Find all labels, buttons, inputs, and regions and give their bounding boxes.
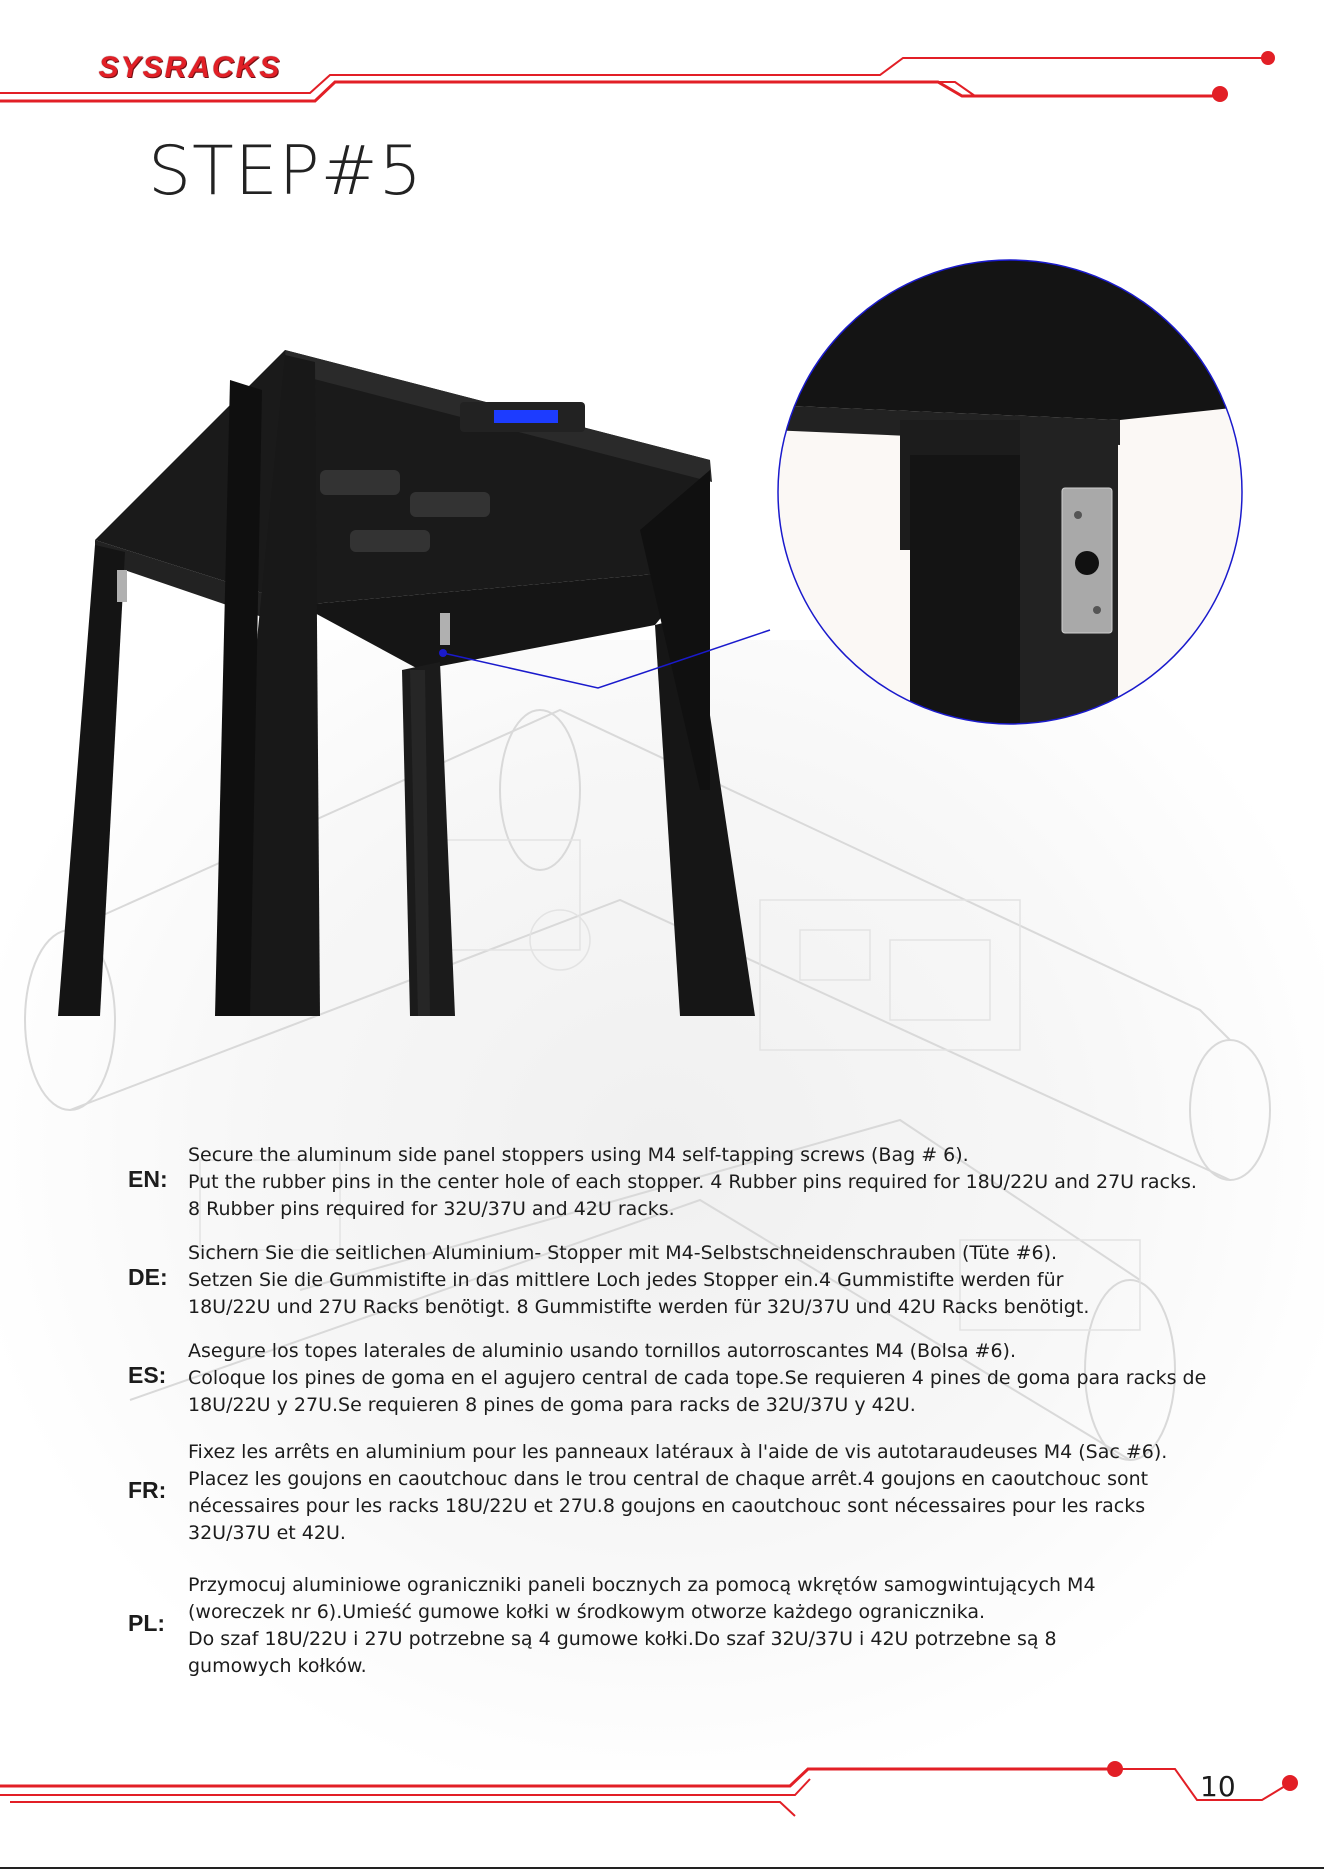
logo-text: SYSRACKS <box>98 51 282 84</box>
lang-code-fr: FR: <box>128 1477 167 1503</box>
text-line: 32U/37U et 42U. <box>188 1522 346 1544</box>
text-line: (woreczek nr 6).Umieść gumowe kołki w środkowym otworze każdego ogranicznika. <box>188 1601 986 1623</box>
text-line: Put the rubber pins in the center hole of each stopper. 4 Rubber pins required for 18U/22U and 27U racks. <box>188 1171 1197 1193</box>
lang-code-pl: PL: <box>128 1610 166 1636</box>
text-line: Placez les goujons en caoutchouc dans le trou central de chaque arrêt.4 goujons en caoutchouc sont <box>188 1468 1149 1490</box>
text-line: 18U/22U y 27U.Se requieren 8 pines de goma para racks de 32U/37U y 42U. <box>188 1394 916 1416</box>
instruction-text-de <box>188 1240 1268 1321</box>
lang-code-es: ES: <box>128 1362 167 1388</box>
instruction-text-es <box>188 1338 1268 1419</box>
text-line: Do szaf 18U/22U i 27U potrzebne są 4 gumowe kołki.Do szaf 32U/37U i 42U potrzebne są 8 <box>188 1628 1057 1650</box>
text-line: Secure the aluminum side panel stoppers using M4 self-tapping screws (Bag # 6). <box>188 1144 969 1166</box>
page-number: 10 <box>1200 1770 1236 1803</box>
text-line: Fixez les arrêts en aluminium pour les panneaux latéraux à l'aide de vis autotaraudeuses M4 (Sac #6). <box>188 1441 1168 1463</box>
text-line: Sichern Sie die seitlichen Aluminium- Stopper mit M4-Selbstschneidenschrauben (Tüte #6). <box>188 1242 1058 1264</box>
lang-code-de: DE: <box>128 1264 168 1290</box>
text-line: 8 Rubber pins required for 32U/37U and 42U racks. <box>188 1198 675 1220</box>
text-line: Asegure los topes laterales de aluminio usando tornillos autorroscantes M4 (Bolsa #6). <box>188 1340 1016 1362</box>
text-line: Setzen Sie die Gummistifte in das mittlere Loch jedes Stopper ein.4 Gummistifte werden für <box>188 1269 1064 1291</box>
rack-frame <box>58 350 755 1016</box>
zoom-detail <box>760 250 1260 830</box>
text-line: Przymocuj aluminiowe ograniczniki paneli bocznych za pomocą wkrętów samogwintujących M4 <box>188 1574 1096 1596</box>
text-line: Coloque los pines de goma en el agujero central de cada tope.Se requieren 4 pines de goma para racks de <box>188 1367 1207 1389</box>
footer-decoration <box>0 1740 1324 1872</box>
text-line: nécessaires pour les racks 18U/22U et 27U.8 goujons en caoutchouc sont nécessaires pour les racks <box>188 1495 1146 1517</box>
instruction-text-en <box>188 1142 1268 1223</box>
sysracks-logo <box>72 50 308 86</box>
instruction-text-pl <box>188 1572 1268 1680</box>
text-line: gumowych kołków. <box>188 1655 367 1677</box>
rack-illustration <box>0 230 1324 1030</box>
text-line: 18U/22U und 27U Racks benötigt. 8 Gummistifte werden für 32U/37U und 42U Racks benötigt. <box>188 1296 1090 1318</box>
page-title: STEP#5 <box>148 132 423 211</box>
instruction-text-fr <box>188 1439 1268 1547</box>
lang-code-en: EN: <box>128 1166 168 1192</box>
